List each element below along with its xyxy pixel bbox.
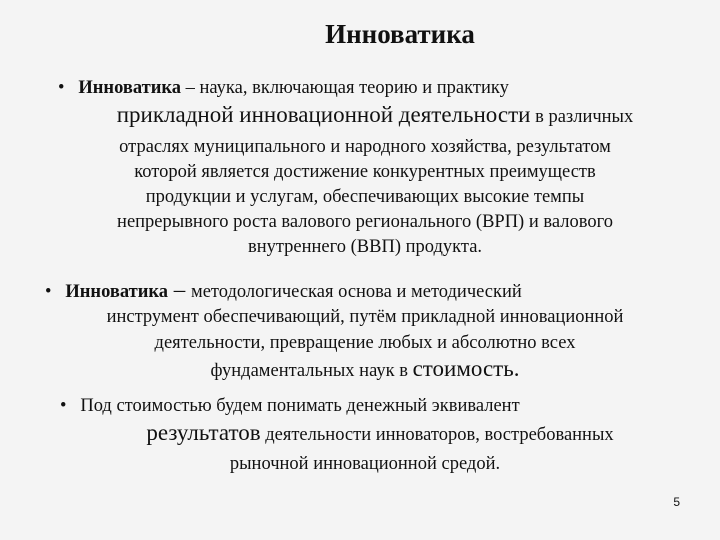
bullet-2-text: фундаментальных наук в xyxy=(210,361,413,381)
bullet-marker: • xyxy=(58,78,65,98)
bullet-2-text: методологическая основа и методический xyxy=(191,282,522,302)
bullet-3-text: деятельности инноваторов, востребованных xyxy=(260,425,614,445)
bullet-2-large-text: стоимость. xyxy=(412,356,520,381)
bullet-1-text: – наука, включающая теорию и практику xyxy=(181,78,509,98)
term-innovatika: Инноватика xyxy=(65,282,168,302)
bullet-1-text: в различных xyxy=(530,107,634,127)
bullet-2-line-3: деятельности, превращение любых и абсолютно всех xyxy=(154,333,576,353)
bullet-1-line-7: внутреннего (ВВП) продукта. xyxy=(247,237,483,257)
bullet-1-large-text: прикладной инновационной деятельности xyxy=(116,102,531,127)
bullet-1-line-5: продукции и услугам, обеспечивающих высокие темпы xyxy=(145,187,585,207)
bullet-1-line-1 xyxy=(58,76,698,100)
bullet-marker: • xyxy=(60,396,67,416)
bullet-2-dash: – xyxy=(168,277,191,302)
bullet-1-line-4: которой является достижение конкурентных преимуществ xyxy=(134,162,596,182)
bullet-2-line-1 xyxy=(45,278,705,304)
bullet-3-large-text: результатов xyxy=(146,420,261,445)
bullet-3-text: Под стоимостью будем понимать денежный эквивалент xyxy=(80,396,520,416)
bullet-3-line-1 xyxy=(60,394,700,418)
bullet-marker: • xyxy=(45,282,52,302)
slide-title: Инноватика xyxy=(325,19,475,49)
bullet-3-line-2 xyxy=(60,421,700,447)
bullet-1-line-3: отраслях муниципального и народного хозяйства, результатом xyxy=(119,137,611,157)
bullet-1-line-2 xyxy=(40,103,710,129)
page-number: 5 xyxy=(673,495,680,509)
bullet-2-line-2: инструмент обеспечивающий, путём прикладной инновационной xyxy=(106,307,624,327)
bullet-3-line-3: рыночной инновационной средой. xyxy=(229,454,501,474)
bullet-2-line-4 xyxy=(20,357,710,383)
term-innovatika: Инноватика xyxy=(78,78,181,98)
bullet-1-line-6: непрерывного роста валового регионального (ВРП) и валового xyxy=(117,212,613,232)
